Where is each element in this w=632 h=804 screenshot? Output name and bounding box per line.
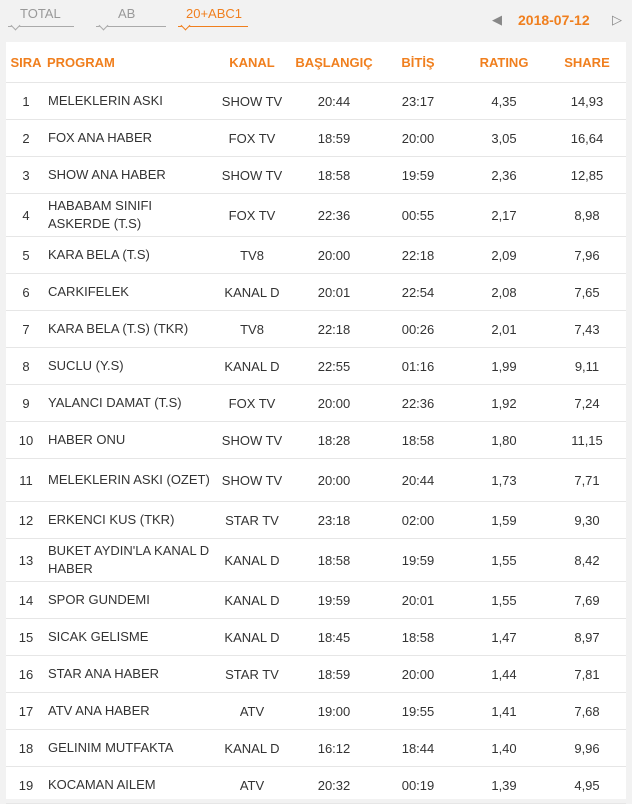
tab-notch-icon xyxy=(11,21,21,31)
cell-sira: 10 xyxy=(6,422,46,459)
cell-kanal: KANAL D xyxy=(212,582,292,619)
cell-kanal: ATV xyxy=(212,767,292,804)
cell-share: 7,43 xyxy=(548,311,626,348)
cell-bitis: 01:16 xyxy=(376,348,460,385)
cell-share: 8,42 xyxy=(548,539,626,582)
cell-bitis: 23:17 xyxy=(376,83,460,120)
cell-baslangic: 20:00 xyxy=(292,237,376,274)
cell-bitis: 22:18 xyxy=(376,237,460,274)
table-row xyxy=(6,619,626,656)
cell-rating: 1,44 xyxy=(460,656,548,693)
cell-kanal: STAR TV xyxy=(212,656,292,693)
cell-bitis: 18:58 xyxy=(376,422,460,459)
cell-rating: 2,17 xyxy=(460,194,548,237)
cell-bitis: 18:44 xyxy=(376,730,460,767)
cell-bitis: 20:44 xyxy=(376,459,460,502)
tab-notch-icon xyxy=(99,21,109,31)
cell-baslangic: 20:44 xyxy=(292,83,376,120)
cell-share: 9,96 xyxy=(548,730,626,767)
cell-sira: 6 xyxy=(6,274,46,311)
col-header-rating: RATING xyxy=(460,42,548,83)
cell-share: 4,95 xyxy=(548,767,626,804)
cell-baslangic: 20:01 xyxy=(292,274,376,311)
col-header-sira: SIRA xyxy=(6,42,46,83)
tab-ab[interactable] xyxy=(118,6,135,21)
cell-kanal: KANAL D xyxy=(212,619,292,656)
cell-share: 8,98 xyxy=(548,194,626,237)
cell-baslangic: 22:55 xyxy=(292,348,376,385)
cell-share: 11,15 xyxy=(548,422,626,459)
cell-kanal: FOX TV xyxy=(212,120,292,157)
cell-baslangic: 19:00 xyxy=(292,693,376,730)
cell-rating: 1,99 xyxy=(460,348,548,385)
cell-sira: 12 xyxy=(6,502,46,539)
table-row xyxy=(6,502,626,539)
cell-program: BUKET AYDIN'LA KANAL D HABER xyxy=(46,539,212,582)
cell-bitis: 19:59 xyxy=(376,157,460,194)
tab-notch-icon xyxy=(181,21,191,31)
cell-share: 7,81 xyxy=(548,656,626,693)
next-date-icon[interactable]: ▷ xyxy=(612,12,622,27)
cell-rating: 1,59 xyxy=(460,502,548,539)
table-row xyxy=(6,83,626,120)
cell-program: KOCAMAN AILEM xyxy=(46,767,212,804)
cell-baslangic: 18:28 xyxy=(292,422,376,459)
cell-kanal: KANAL D xyxy=(212,539,292,582)
cell-sira: 18 xyxy=(6,730,46,767)
cell-baslangic: 23:18 xyxy=(292,502,376,539)
table-row xyxy=(6,767,626,804)
prev-date-icon[interactable]: ◀ xyxy=(492,12,502,27)
cell-rating: 1,47 xyxy=(460,619,548,656)
cell-baslangic: 18:58 xyxy=(292,539,376,582)
top-bar xyxy=(0,0,632,42)
cell-share: 12,85 xyxy=(548,157,626,194)
cell-baslangic: 16:12 xyxy=(292,730,376,767)
col-header-program: PROGRAM xyxy=(46,42,212,83)
cell-sira: 1 xyxy=(6,83,46,120)
cell-bitis: 19:55 xyxy=(376,693,460,730)
cell-kanal: FOX TV xyxy=(212,385,292,422)
cell-rating: 1,80 xyxy=(460,422,548,459)
cell-share: 7,71 xyxy=(548,459,626,502)
cell-bitis: 02:00 xyxy=(376,502,460,539)
cell-program: STAR ANA HABER xyxy=(46,656,212,693)
cell-kanal: TV8 xyxy=(212,311,292,348)
cell-kanal: KANAL D xyxy=(212,348,292,385)
cell-program: MELEKLERIN ASKI (OZET) xyxy=(46,459,212,502)
cell-share: 8,97 xyxy=(548,619,626,656)
table-row xyxy=(6,120,626,157)
cell-kanal: SHOW TV xyxy=(212,83,292,120)
col-header-kanal: KANAL xyxy=(212,42,292,83)
cell-program: ATV ANA HABER xyxy=(46,693,212,730)
cell-baslangic: 18:59 xyxy=(292,120,376,157)
table-row xyxy=(6,582,626,619)
cell-program: HABER ONU xyxy=(46,422,212,459)
cell-bitis: 00:26 xyxy=(376,311,460,348)
col-header-bitis: BİTİŞ xyxy=(376,42,460,83)
cell-sira: 5 xyxy=(6,237,46,274)
cell-baslangic: 20:32 xyxy=(292,767,376,804)
cell-rating: 1,41 xyxy=(460,693,548,730)
cell-sira: 7 xyxy=(6,311,46,348)
date-label: 2018-07-12 xyxy=(518,12,590,28)
cell-bitis: 22:54 xyxy=(376,274,460,311)
cell-bitis: 18:58 xyxy=(376,619,460,656)
cell-program: SICAK GELISME xyxy=(46,619,212,656)
cell-kanal: SHOW TV xyxy=(212,422,292,459)
table-row xyxy=(6,656,626,693)
cell-share: 16,64 xyxy=(548,120,626,157)
cell-share: 9,11 xyxy=(548,348,626,385)
cell-bitis: 00:55 xyxy=(376,194,460,237)
cell-bitis: 20:00 xyxy=(376,656,460,693)
cell-rating: 4,35 xyxy=(460,83,548,120)
table-row xyxy=(6,274,626,311)
cell-sira: 3 xyxy=(6,157,46,194)
cell-sira: 17 xyxy=(6,693,46,730)
cell-sira: 9 xyxy=(6,385,46,422)
cell-baslangic: 18:45 xyxy=(292,619,376,656)
table-row xyxy=(6,459,626,502)
cell-sira: 4 xyxy=(6,194,46,237)
cell-program: CARKIFELEK xyxy=(46,274,212,311)
cell-baslangic: 19:59 xyxy=(292,582,376,619)
cell-sira: 2 xyxy=(6,120,46,157)
table-row xyxy=(6,422,626,459)
table-row xyxy=(6,348,626,385)
cell-sira: 14 xyxy=(6,582,46,619)
cell-rating: 2,08 xyxy=(460,274,548,311)
cell-program: MELEKLERIN ASKI xyxy=(46,83,212,120)
tab-label: TOTAL xyxy=(20,6,61,21)
cell-baslangic: 20:00 xyxy=(292,385,376,422)
cell-baslangic: 22:18 xyxy=(292,311,376,348)
cell-baslangic: 20:00 xyxy=(292,459,376,502)
cell-sira: 13 xyxy=(6,539,46,582)
table-row xyxy=(6,237,626,274)
tab-label: AB xyxy=(118,6,136,21)
cell-sira: 8 xyxy=(6,348,46,385)
cell-kanal: KANAL D xyxy=(212,274,292,311)
cell-share: 7,65 xyxy=(548,274,626,311)
cell-rating: 1,73 xyxy=(460,459,548,502)
tab-label: 20+ABC1 xyxy=(186,6,243,21)
cell-rating: 2,36 xyxy=(460,157,548,194)
cell-rating: 1,55 xyxy=(460,539,548,582)
cell-baslangic: 22:36 xyxy=(292,194,376,237)
cell-sira: 15 xyxy=(6,619,46,656)
cell-sira: 16 xyxy=(6,656,46,693)
cell-kanal: STAR TV xyxy=(212,502,292,539)
cell-kanal: KANAL D xyxy=(212,730,292,767)
cell-baslangic: 18:59 xyxy=(292,656,376,693)
table-row xyxy=(6,385,626,422)
cell-program: SUCLU (Y.S) xyxy=(46,348,212,385)
cell-program: SPOR GUNDEMI xyxy=(46,582,212,619)
cell-bitis: 00:19 xyxy=(376,767,460,804)
cell-bitis: 20:01 xyxy=(376,582,460,619)
cell-kanal: SHOW TV xyxy=(212,459,292,502)
cell-bitis: 20:00 xyxy=(376,120,460,157)
cell-rating: 2,09 xyxy=(460,237,548,274)
cell-sira: 11 xyxy=(6,459,46,502)
tab-total[interactable] xyxy=(20,6,61,21)
ratings-table xyxy=(6,42,626,804)
cell-rating: 1,92 xyxy=(460,385,548,422)
cell-rating: 1,55 xyxy=(460,582,548,619)
cell-share: 7,24 xyxy=(548,385,626,422)
cell-share: 7,96 xyxy=(548,237,626,274)
cell-share: 14,93 xyxy=(548,83,626,120)
cell-share: 9,30 xyxy=(548,502,626,539)
table-row xyxy=(6,693,626,730)
table-row xyxy=(6,539,626,582)
table-header xyxy=(6,42,626,83)
cell-program: HABABAM SINIFI ASKERDE (T.S) xyxy=(46,194,212,237)
table-row xyxy=(6,730,626,767)
table-row xyxy=(6,311,626,348)
cell-rating: 2,01 xyxy=(460,311,548,348)
ratings-table-card xyxy=(6,42,626,799)
col-header-share: SHARE xyxy=(548,42,626,83)
cell-rating: 1,39 xyxy=(460,767,548,804)
cell-rating: 1,40 xyxy=(460,730,548,767)
cell-kanal: ATV xyxy=(212,693,292,730)
table-row xyxy=(6,157,626,194)
tab-20-abc1[interactable] xyxy=(186,6,242,21)
cell-program: FOX ANA HABER xyxy=(46,120,212,157)
table-row xyxy=(6,194,626,237)
cell-kanal: TV8 xyxy=(212,237,292,274)
cell-kanal: FOX TV xyxy=(212,194,292,237)
cell-program: KARA BELA (T.S) xyxy=(46,237,212,274)
cell-share: 7,69 xyxy=(548,582,626,619)
cell-program: GELINIM MUTFAKTA xyxy=(46,730,212,767)
cell-program: ERKENCI KUS (TKR) xyxy=(46,502,212,539)
cell-program: SHOW ANA HABER xyxy=(46,157,212,194)
cell-bitis: 22:36 xyxy=(376,385,460,422)
cell-baslangic: 18:58 xyxy=(292,157,376,194)
cell-program: KARA BELA (T.S) (TKR) xyxy=(46,311,212,348)
cell-program: YALANCI DAMAT (T.S) xyxy=(46,385,212,422)
cell-rating: 3,05 xyxy=(460,120,548,157)
cell-kanal: SHOW TV xyxy=(212,157,292,194)
cell-bitis: 19:59 xyxy=(376,539,460,582)
cell-share: 7,68 xyxy=(548,693,626,730)
col-header-baslangic: BAŞLANGIÇ xyxy=(292,42,376,83)
cell-sira: 19 xyxy=(6,767,46,804)
